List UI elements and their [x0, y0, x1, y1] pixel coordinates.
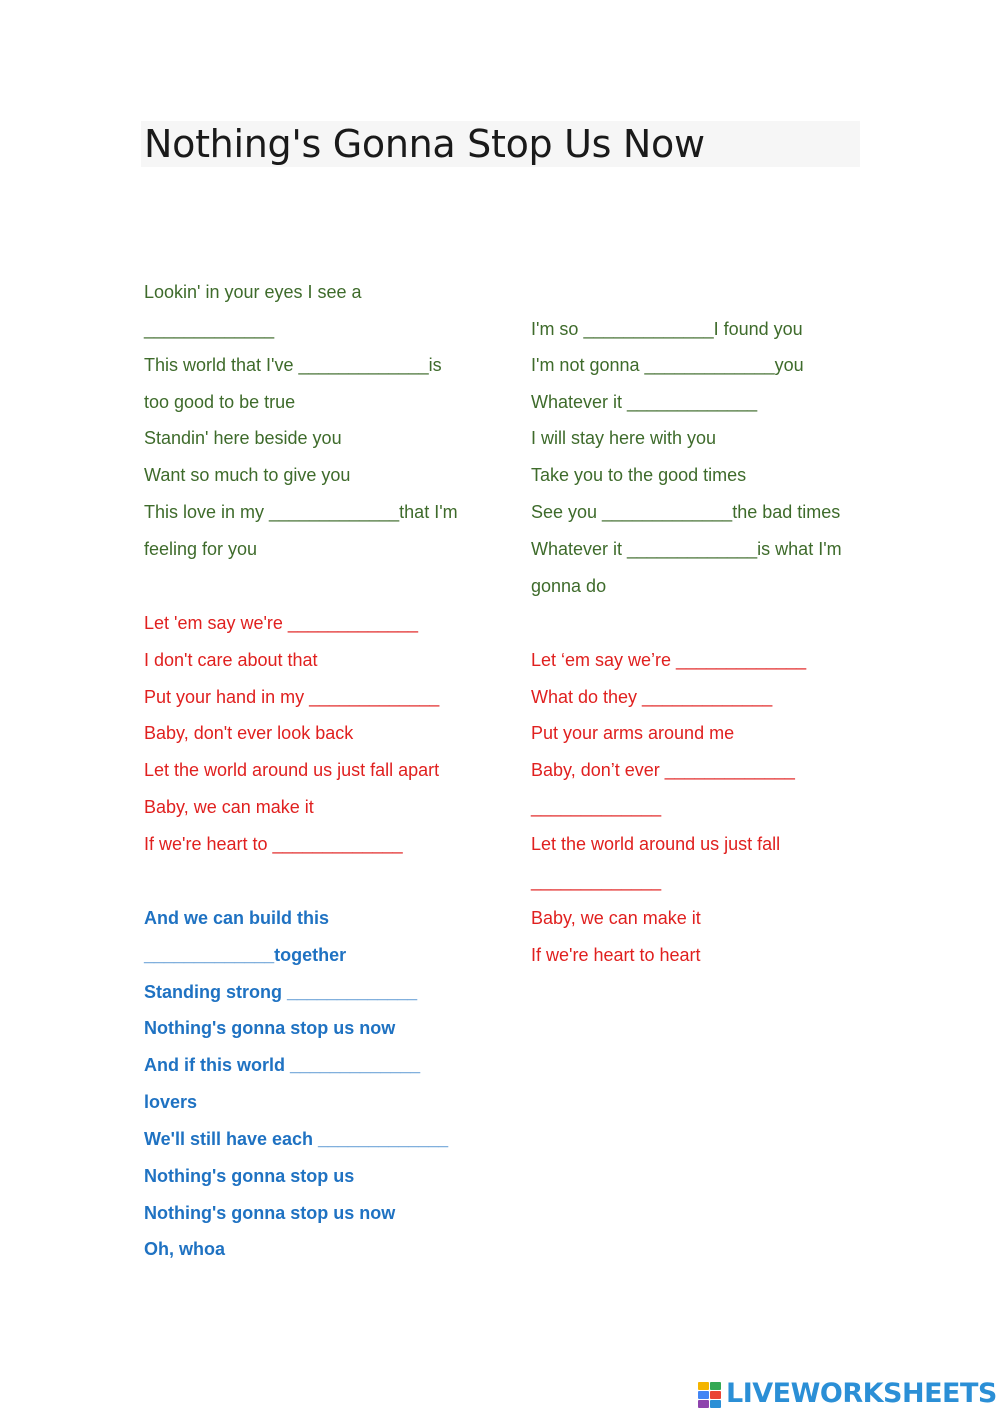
lyric-line: Baby, don’t ever _____________: [531, 760, 795, 780]
lyric-line: lovers: [144, 1092, 198, 1112]
lyric-line: _____________together: [144, 945, 347, 965]
lyric-line: If we're heart to _____________: [144, 834, 403, 854]
lyric-line: Want so much to give you: [144, 465, 351, 485]
lyric-line: Put your arms around me: [531, 723, 735, 743]
lyric-line: I will stay here with you: [531, 428, 717, 448]
lyric-line: This world that I've _____________is: [144, 355, 442, 375]
lyric-line: And if this world _____________: [144, 1055, 421, 1075]
lyric-line: And we can build this: [144, 908, 330, 928]
lyric-line: feeling for you: [144, 539, 258, 559]
lyric-line: Let 'em say we're _____________: [144, 613, 419, 633]
lyric-line: Nothing's gonna stop us: [144, 1166, 355, 1186]
lyric-line: I don't care about that: [144, 650, 318, 670]
lyric-line: Nothing's gonna stop us now: [144, 1203, 396, 1223]
lyric-blank-line: _____________: [531, 871, 662, 891]
liveworksheets-logo[interactable]: [698, 1378, 997, 1410]
lyric-line: Baby, don't ever look back: [144, 723, 354, 743]
lyric-line: Let the world around us just fall: [531, 834, 781, 854]
lyric-line: If we're heart to heart: [531, 945, 701, 965]
lyric-blank-line: _____________: [531, 797, 662, 817]
lyric-line: I'm so _____________I found you: [531, 319, 803, 339]
lyric-line: Take you to the good times: [531, 465, 747, 485]
lyric-line: Let the world around us just fall apart: [144, 760, 440, 780]
lyric-line: Put your hand in my _____________: [144, 687, 440, 707]
lyric-line: What do they _____________: [531, 687, 773, 707]
lyric-line: Baby, we can make it: [531, 908, 701, 928]
logo-text: LIVEWORKSHEETS: [726, 1378, 997, 1409]
page-title: Nothing's Gonna Stop Us Now: [144, 122, 705, 166]
lyric-line: This love in my _____________that I'm: [144, 502, 458, 522]
lyric-line: Standing strong _____________: [144, 982, 418, 1002]
lyric-line: I'm not gonna _____________you: [531, 355, 804, 375]
lyric-line: Oh, whoa: [144, 1239, 225, 1259]
lyric-line: See you _____________the bad times: [531, 502, 841, 522]
lyric-line: Whatever it _____________: [531, 392, 758, 412]
lyric-line: Nothing's gonna stop us now: [144, 1018, 396, 1038]
lyric-line: Baby, we can make it: [144, 797, 314, 817]
lyric-line: Standin' here beside you: [144, 428, 342, 448]
lyric-line: We'll still have each _____________: [144, 1129, 449, 1149]
lyric-blank-line: _____________: [144, 319, 275, 339]
lyric-line: too good to be true: [144, 392, 296, 412]
lyric-line: gonna do: [531, 576, 607, 596]
lyric-line: Whatever it _____________is what I'm: [531, 539, 842, 559]
lyric-line: Let ‘em say we’re _____________: [531, 650, 807, 670]
lyric-line: Lookin' in your eyes I see a: [144, 282, 362, 302]
liveworksheets-logo-icon: [698, 1380, 722, 1408]
